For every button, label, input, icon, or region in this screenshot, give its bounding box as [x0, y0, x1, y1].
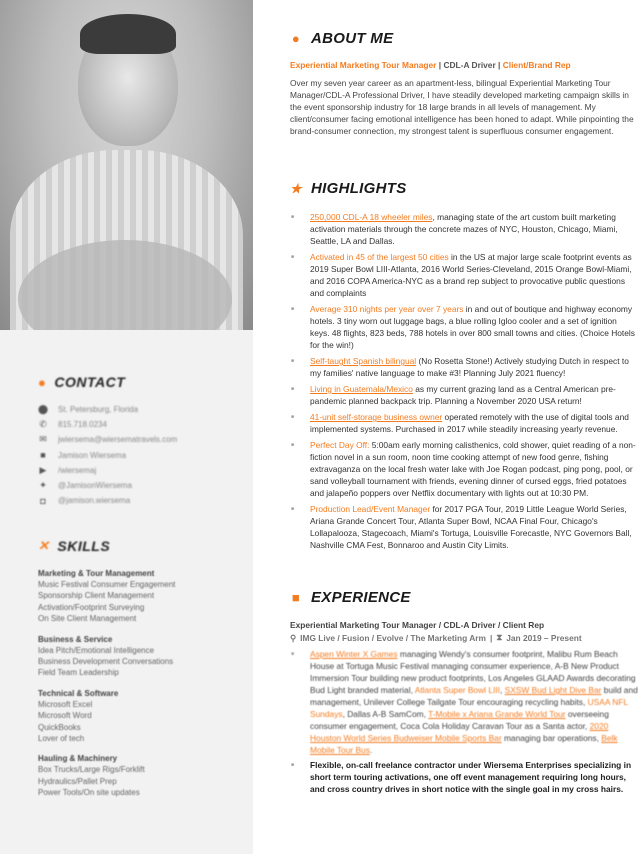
skill-item: Music Festival Consumer Engagement [38, 580, 176, 589]
highlight-text: 5:00am early morning calisthenics, cold shower, quiet reading of a non-fiction novel in a sun room, noon time cooking attempt of new food genre, fishing extravaganza on the local fresh water lake with Joe Rogan podcast, ping pong, pool, or sand volleyball tournament with friends, evening dinner of cursed eggs, fried potatoes and jalapeño poppers over Netflix documentary with lights out at 10:30 PM. [310, 440, 636, 498]
highlights-heading-label: HIGHLIGHTS [311, 180, 407, 197]
skill-item: Lover of tech [38, 734, 85, 744]
skills-heading-wrap [38, 538, 110, 554]
skill-group [38, 688, 238, 745]
contact-heading [38, 374, 125, 390]
skill-group-title: Marketing & Tour Management [38, 569, 155, 578]
job-meta-separator: | [489, 632, 493, 643]
job-meta [290, 632, 582, 643]
twitter-icon: ✦ [39, 480, 47, 491]
skill-group [38, 634, 238, 679]
contact-phone[interactable]: 815.718.0234 [58, 420, 107, 430]
subtitle-role: Experiential Marketing Tour Manager [290, 60, 437, 70]
highlight-text: for 2017 PGA Tour, 2019 Little League World Series, Ariana Grande Concert Tour, Atlanta Super Bowl, NCAA Final Four, Chicago's Lollapalooza, Stagecoach, Miami's Tortuga, Louisville Forecastle, NYC Governors Ball, Nashville CMA Fest, Bonnaroo and Austin City Limits. [310, 504, 632, 550]
briefcase-icon: ■ [291, 590, 301, 605]
contact-heading-label: CONTACT [54, 374, 126, 390]
experience-list [290, 648, 638, 798]
photo-hair [80, 14, 176, 54]
exp-text: build and management, Unilever College Tailgate Tour encouraging recycling habits, [310, 685, 638, 707]
contact-linkedin[interactable]: Jamison Wiersema [58, 450, 127, 460]
skill-group [38, 568, 238, 625]
exp-link[interactable]: USAA NFL Sundays [310, 697, 628, 719]
skill-group-title: Business & Service [38, 634, 113, 644]
contact-list [38, 402, 177, 508]
experience-item: ■ Flexible, on-call freelance contractor under Wiersema Enterprises specializing in short term touring activations, one off event management requiring long hours, and cross country drives in short notice with the single goal in my cross hairs. [290, 759, 638, 795]
exp-text: managing bar operations, [501, 733, 602, 743]
skill-item: Activation/Footprint Surveying [38, 602, 145, 612]
hourglass-icon: ⧗ [496, 632, 503, 642]
highlight-link[interactable]: 250,000 CDL-A 18 wheeler miles [310, 212, 433, 222]
highlight-lead: Perfect Day Off: [310, 440, 370, 450]
person-icon: ● [291, 31, 301, 46]
highlight-text: operated remotely with the use of digital tools and implemented systems. Purchased in 2017 while steadily increasing yearly revenue. [310, 412, 629, 434]
exp-link[interactable]: Aspen Winter X Games [310, 649, 398, 659]
exp-link[interactable]: Belk Mobile Tour Bus [310, 733, 618, 755]
skills-heading [38, 538, 110, 554]
tools-icon: ✕ [38, 538, 50, 553]
skill-item: Hydraulics/Pallet Prep [38, 776, 117, 786]
exp-text: . [369, 745, 373, 755]
highlight-item [290, 251, 638, 299]
highlight-text: , managing state of the art custom built marketing activation materials through the concrete mazes of NYC, Houston, Chicago, Miami, Seattle, LA and Dallas. [310, 212, 618, 246]
skill-item: Idea Pitch/Emotional Intelligence [38, 645, 155, 655]
contact-item-instagram[interactable] [38, 493, 177, 508]
contact-twitter[interactable]: @JamisonWiersema [58, 481, 132, 491]
contact-item-youtube[interactable] [38, 463, 177, 478]
contact-item-linkedin[interactable] [38, 448, 177, 463]
sidebar [0, 0, 253, 854]
linkedin-icon: ■ [40, 450, 46, 461]
contact-instagram[interactable]: @jamison.wiersema [58, 496, 131, 506]
highlight-lead: Activated in 45 of the largest 50 cities [310, 252, 449, 262]
about-heading-label: ABOUT ME [311, 30, 394, 47]
subtitle-cdl: CDL-A Driver [443, 60, 496, 70]
highlight-item [290, 503, 638, 551]
skill-item: On Site Client Management [38, 614, 137, 624]
skill-item: Microsoft Word [38, 711, 92, 721]
about-subtitle [290, 60, 571, 70]
highlight-item [290, 439, 638, 499]
highlight-lead: Average 310 nights per year over 7 years [310, 304, 464, 314]
skill-item: Sponsorship Client Management [38, 591, 155, 601]
instagram-icon: ◘ [40, 495, 46, 506]
highlight-text: in the US at major large scale footprint events as 2019 Super Bowl LIII-Atlanta, 2016 World Series-Cleveland, 2015 Orange Bowl-Miami, and 2016 COPA America-NYC as a brand rep subject to provocative public questions and complaints [310, 252, 632, 298]
location-pin-icon: ⚲ [290, 632, 297, 643]
highlight-link[interactable]: Self-taught Spanish bilingual [310, 356, 417, 366]
skill-group [38, 753, 238, 798]
highlight-item [290, 383, 638, 407]
subtitle-sep: | [495, 60, 503, 70]
skill-item: Power Tools/On site updates [38, 788, 140, 798]
skill-item: Microsoft Excel [38, 699, 93, 709]
exp-link[interactable]: 2020 Houston World Series Budweiser Mobile Sports Bar [310, 721, 609, 743]
contact-item-phone[interactable] [38, 417, 177, 432]
skill-group-title: Technical & Software [38, 688, 119, 698]
profile-photo [0, 0, 253, 330]
experience-heading-label: EXPERIENCE [311, 589, 411, 606]
exp-text: managing Wendy's consumer footprint, Malibu Rum Beach House at Tortuga Music Festival managing consumer experience, A-B New Product Immersion Tour building new product footprints, Los Angeles GLAAD Awards decorating Bud Light branded material, [310, 649, 636, 695]
exp-text: overseeing consumer engagement, Coca Cola Holiday Caravan Tour as a Santa actor, [310, 709, 609, 731]
contact-item-twitter[interactable] [38, 478, 177, 493]
highlights-list [290, 211, 638, 555]
exp-text: , Dallas A-B SamCom, [342, 709, 429, 719]
skill-item: QuickBooks [38, 722, 81, 732]
highlights-heading [290, 180, 407, 197]
highlight-text: in and out of boutique and highway economy hotels. 3 tiny worn out luggage bags, a blue rolling Igloo cooler and a set of ignition keys. 48 flights, 823 beds, 788 hotels in over 800 small towns and cities. (Choice Hotels for the win!) [310, 304, 635, 350]
about-paragraph: Over my seven year career as an apartment-less, bilingual Experiential Marketing Tour Manager/CDL-A Professional Driver, I have steadily developed marketing campaign skills in the event sponsorship industry for 18 large brands in all levels of management. My client/consumer facing emotional intelligence has been honed to adapt. While pinpointing the brand-consumer connection, my strongest talent is superfluous consumer engagement. [290, 78, 634, 136]
highlight-link[interactable]: Living in Guatemala/Mexico [310, 384, 413, 394]
highlight-item [290, 211, 638, 247]
contact-section [38, 374, 125, 390]
experience-heading [290, 589, 411, 606]
exp-link[interactable]: Atlanta Super Bowl LIII [414, 685, 500, 695]
highlight-item [290, 303, 638, 351]
contact-item-email[interactable] [38, 432, 177, 447]
skills-heading-label: SKILLS [57, 538, 111, 554]
experience-item [290, 648, 638, 756]
job-dates: Jan 2019 – Present [506, 632, 582, 643]
contact-email[interactable]: jwiersema@wiersematravels.com [58, 435, 178, 445]
location-icon: ⬤ [38, 404, 49, 415]
phone-icon: ✆ [39, 419, 47, 430]
youtube-icon: ▶ [39, 464, 47, 475]
highlight-item [290, 411, 638, 435]
star-icon: ★ [290, 180, 302, 196]
job-title: Experiential Marketing Tour Manager / CDL-A Driver / Client Rep [290, 620, 545, 630]
job-company: IMG Live / Fusion / Evolve / The Marketing Arm [300, 632, 486, 643]
skill-item: Business Development Conversations [38, 657, 174, 667]
contact-item-location [38, 402, 177, 417]
exp-link[interactable]: SXSW Bud Light Dive Bar [504, 685, 602, 695]
about-heading [290, 30, 393, 47]
highlight-lead: Production Lead/Event Manager [310, 504, 431, 514]
contact-youtube[interactable]: /wiersemaj [58, 465, 97, 475]
exp-text: , [499, 685, 505, 695]
skill-item: Field Team Leadership [38, 668, 119, 678]
highlight-text: as my current grazing land as a Central American pre-pandemic planned backpack trip. Planning a November 2020 USA return! [310, 384, 616, 406]
highlight-link[interactable]: 41-unit self-storage business owner [310, 412, 443, 422]
contact-location: St. Petersburg, Florida [58, 405, 139, 415]
email-icon: ✉ [39, 434, 47, 445]
highlight-text: (No Rosetta Stone!) Actively studying Dutch in respect to my families' native language to make #3! Planning July 2021 fluency! [310, 356, 629, 378]
skill-item: Box Trucks/Large Rigs/Forklift [38, 765, 145, 775]
highlight-item [290, 355, 638, 379]
skill-group-title: Hauling & Machinery [38, 754, 118, 764]
exp-link[interactable]: T-Mobile x Ariana Grande World Tour [428, 709, 566, 719]
skills-list [38, 568, 238, 808]
subtitle-client: Client/Brand Rep [502, 60, 571, 70]
subtitle-sep: | [436, 60, 444, 70]
chat-icon: ● [38, 374, 47, 390]
